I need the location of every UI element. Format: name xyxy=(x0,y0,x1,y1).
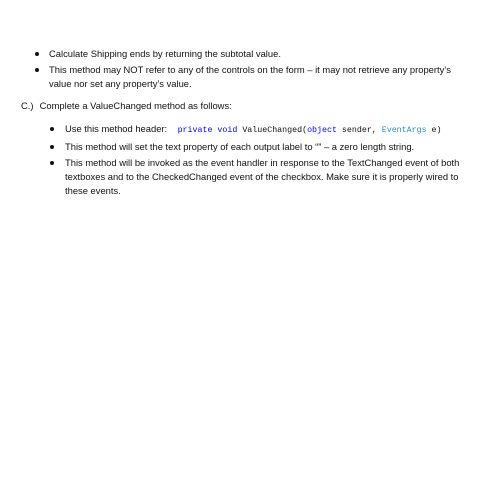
list-item xyxy=(49,47,459,61)
text-property-note: This method will set the text property of each output label to “” – a zero length string. xyxy=(65,141,415,152)
bullet-text-shipping: Calculate Shipping ends by returning the subtotal value. xyxy=(49,48,281,59)
bullet-icon xyxy=(50,127,54,131)
method-header-code xyxy=(178,126,442,135)
section-letter: C.) xyxy=(21,100,34,111)
bullet-icon xyxy=(50,161,54,165)
section-c-list xyxy=(65,122,460,198)
bullet-icon xyxy=(50,145,54,149)
list-item xyxy=(65,140,460,154)
code-param: sender, xyxy=(336,126,382,135)
list-item xyxy=(65,156,460,198)
event-handler-note: This method will be invoked as the event handler in response to the TextChanged event of both textboxes and to the CheckedChanged event of the checkbox. Make sure it is properly wired to these events. xyxy=(65,157,460,196)
list-item xyxy=(49,63,459,91)
code-type: EventArgs xyxy=(381,126,427,135)
header-prefix: Use this method header: xyxy=(65,123,168,134)
code-param: e) xyxy=(426,126,442,135)
bullet-icon xyxy=(35,52,39,56)
section-c-heading xyxy=(21,99,461,113)
section-title: Complete a ValueChanged method as follows: xyxy=(39,100,232,111)
top-bullet-list xyxy=(49,47,459,91)
code-keyword: private xyxy=(177,126,213,135)
bullet-text-no-controls: This method may NOT refer to any of the controls on the form – it may not retrieve any property’s value nor set any property’s value. xyxy=(49,64,451,89)
code-keyword: void xyxy=(217,126,238,135)
list-item xyxy=(65,122,460,138)
code-keyword: object xyxy=(307,126,337,135)
bullet-icon xyxy=(35,68,39,72)
code-method-name: ValueChanged( xyxy=(242,126,308,135)
